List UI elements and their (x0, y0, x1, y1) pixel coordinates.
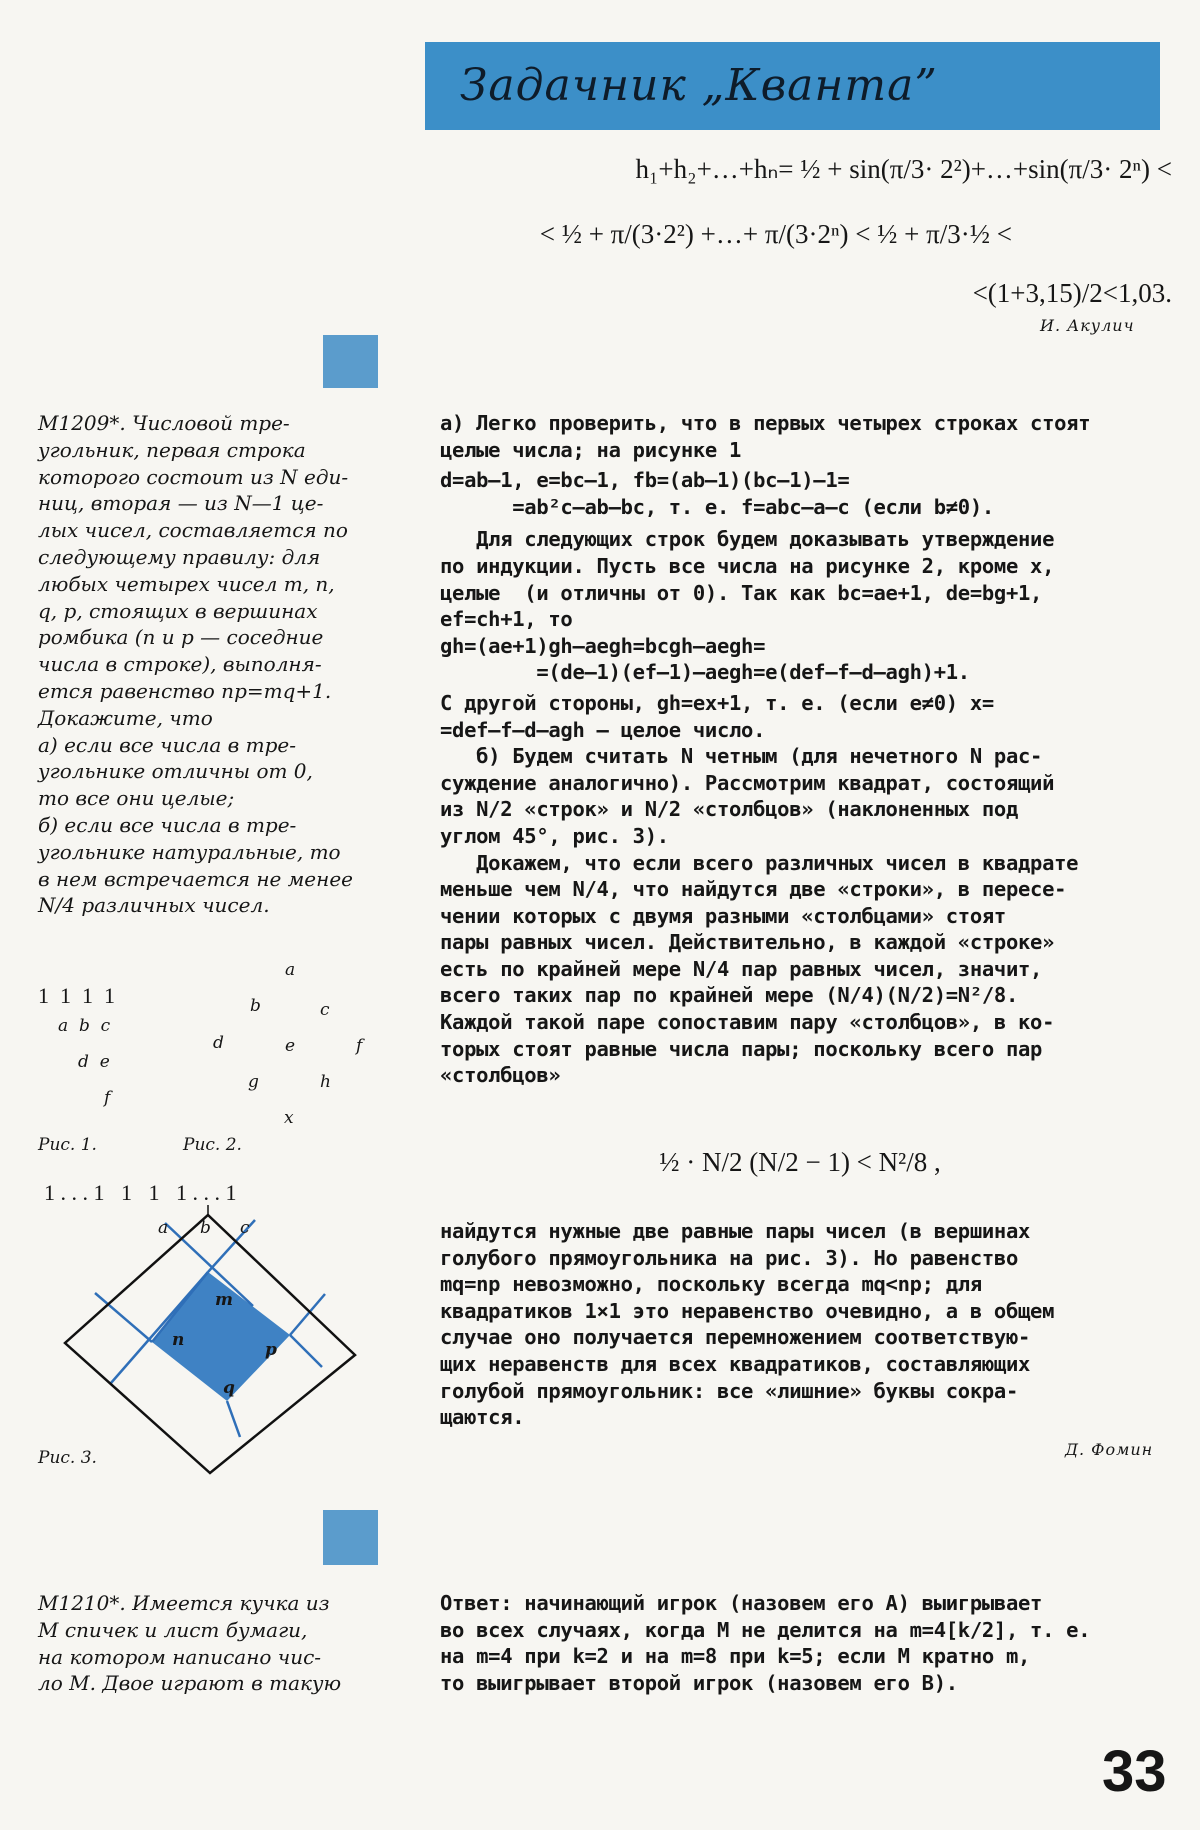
solution-line: целые числа; на рисунке 1 (440, 437, 742, 462)
answer-line: во всех случаях, когда M не делится на m=4[k/2], т. е. (440, 1617, 1091, 1642)
problem-line: в нем встречается не менее (38, 866, 353, 891)
fig2-label: a (285, 960, 296, 980)
fig3-label-q: q (223, 1378, 235, 1398)
problem-line: N/4 различных чисел. (38, 893, 270, 918)
accent-square (323, 335, 378, 388)
problem-line: ется равенство np=mq+1. (38, 678, 332, 703)
answer-line: то выигрывает второй игрок (назовем его B). (440, 1670, 958, 1695)
formula-line-2: < ½ + π/(3·2²) +…+ π/(3·2ⁿ) < ½ + π/3·½ < (539, 219, 1012, 249)
solution-line: С другой стороны, gh=ex+1, т. е. (если e≠0) x= (440, 690, 994, 715)
solution-line: всего таких пар по крайней мере (N/4)(N/2)=N²/8. (440, 983, 1019, 1008)
fig2-label: x (284, 1108, 294, 1128)
solution-line: случае оно получается перемножением соответствую- (440, 1325, 1031, 1350)
solution-line: =(de—1)(ef—1)—aegh=e(def—f—d—agh)+1. (440, 660, 970, 685)
problem-m1210 (38, 1590, 383, 1697)
accent-square (323, 1510, 378, 1565)
banner-title: Задачник „Кванта” (460, 60, 938, 111)
solution-line: голубого прямоугольника на рис. 3). Но равенство (440, 1245, 1019, 1270)
solution-line: щаются. (440, 1405, 525, 1430)
solution-line: gh=(ae+1)gh—aegh=bcgh—aegh= (440, 633, 766, 658)
solution-line: квадратиков 1×1 это неравенство очевидно, а в общем (440, 1298, 1055, 1323)
answer-line: на m=4 при k=2 и на m=8 при k=5; если M кратно m, (440, 1644, 1031, 1669)
fig3-label-n: n (172, 1330, 185, 1350)
solution-line: меньше чем N/4, что найдутся две «строки», в пересе- (440, 877, 1067, 902)
solution-line: голубой прямоугольник: все «лишние» буквы сокра- (440, 1378, 1019, 1403)
solution-line: пары равных чисел. Действительно, в каждой «строке» (440, 930, 1055, 955)
fig2-caption: Рис. 2. (183, 1135, 242, 1155)
signature-fomin: Д. Фомин (1065, 1440, 1154, 1459)
solution-line: =ab²c—ab—bc, т. е. f=abc—a—c (если b≠0). (440, 494, 994, 519)
problem-line: числа в строке), выполня- (38, 652, 322, 677)
fig2-label: h (320, 1072, 331, 1092)
solution-line: «столбцов» (440, 1063, 561, 1088)
fig3-top-row: 1 . . . 1 1 1 1 . . . 1 (44, 1180, 237, 1205)
problem-line: ниц, вторая — из N—1 це- (38, 491, 324, 516)
problem-m1209 (38, 410, 383, 919)
answer-line: Ответ: начинающий игрок (назовем его A) выигрывает (440, 1591, 1043, 1615)
solution-line: углом 45°, рис. 3). (440, 823, 669, 848)
problem-line: ло M. Двое играют в такую (38, 1671, 342, 1696)
solution-line: mq=np невозможно, поскольку всегда mq<np; для (440, 1272, 982, 1297)
solution-line: Докажем, что если всего различных чисел в квадрате (440, 850, 1079, 875)
inequality-formula: ½ · N/2 (N/2 − 1) < N²/8 , (659, 1147, 941, 1177)
fig3-label-m: m (215, 1290, 233, 1310)
fig1-row-ones: 1 1 1 1 (38, 983, 115, 1008)
fig1-row-de: d e (78, 1052, 110, 1072)
problem-line: следующему правилу: для (38, 544, 321, 569)
solution-line: Каждой такой паре сопоставим пару «столбцов», в ко- (440, 1010, 1055, 1035)
solution-line: есть по крайней мере N/4 пар равных чисел, значит, (440, 956, 1043, 981)
fig2-label: d (213, 1033, 224, 1053)
fig1-row-abc: a b c (58, 1016, 111, 1036)
problem-line: ромбика (n и p — соседние (38, 625, 324, 650)
problem-line: а) если все числа в тре- (38, 732, 297, 757)
signature-akulich: И. Акулич (1040, 316, 1135, 335)
solution-line: Для следующих строк будем доказывать утверждение (440, 527, 1055, 552)
fig2-label: f (356, 1036, 363, 1056)
problem-line: М1210*. Имеется кучка из (38, 1591, 330, 1615)
problem-line: M спичек и лист бумаги, (38, 1617, 308, 1642)
problem-line: угольнике натуральные, то (38, 839, 341, 864)
problem-line: q, p, стоящих в вершинах (38, 598, 318, 623)
problem-line: которого состоит из N еди- (38, 464, 349, 489)
fig1-row-f: f (104, 1088, 111, 1108)
problem-line: угольнике отличны от 0, (38, 759, 313, 784)
fig3-label-c: c (240, 1218, 250, 1238)
solution-m1209-continued (440, 1218, 1170, 1431)
solution-line: суждение аналогично). Рассмотрим квадрат, состоящий (440, 770, 1055, 795)
solution-line: найдутся нужные две равные пары чисел (в вершинах (440, 1219, 1031, 1243)
formula-line-1: h₁+h₂+…+hₙ= ½ + sin(π/3· 2²)+…+sin(π/3· 2ⁿ) < (635, 154, 1172, 184)
solution-line: d=ab—1, e=bc—1, fb=(ab—1)(bc—1)—1= (440, 468, 850, 493)
fig2-label: c (320, 1000, 330, 1020)
problem-line: на котором написано чис- (38, 1644, 322, 1669)
problem-line: М1209*. Числовой тре- (38, 411, 290, 435)
formula-line-3: <(1+3,15)/2<1,03. (972, 278, 1172, 308)
solution-m1209 (440, 410, 1170, 1089)
page-number: 33 (1102, 1739, 1167, 1804)
solution-line: б) Будем считать N четным (для нечетного N рас- (440, 744, 1043, 769)
problem-line: лых чисел, составляется по (38, 518, 348, 543)
solution-line: а) Легко проверить, что в первых четырех строках стоят (440, 411, 1091, 435)
answer-m1210 (440, 1590, 1170, 1696)
solution-line: щих неравенств для всех квадратиков, составляющих (440, 1351, 1031, 1376)
fig2-label: b (250, 996, 261, 1016)
fig3-diagram (55, 1205, 375, 1480)
fig3-caption: Рис. 3. (38, 1448, 97, 1468)
problem-line: любых четырех чисел m, n, (38, 571, 335, 596)
fig2-label: e (285, 1036, 296, 1056)
solution-line: =def—f—d—agh — целое число. (440, 717, 766, 742)
fig2-label: g (248, 1072, 259, 1092)
problem-line: угольник, первая строка (38, 437, 306, 462)
solution-line: торых стоят равные числа пары; поскольку всего пар (440, 1036, 1043, 1061)
problem-line: б) если все числа в тре- (38, 812, 297, 837)
fig3-label-b: b (200, 1218, 211, 1238)
solution-line: ef=ch+1, то (440, 607, 573, 632)
fig1-caption: Рис. 1. (38, 1135, 97, 1155)
problem-line: Докажите, что (38, 705, 213, 730)
formula-block (432, 138, 1172, 318)
solution-line: целые (и отличны от 0). Так как bc=ae+1, de=bg+1, (440, 580, 1043, 605)
solution-line: чении которых с двумя разными «столбцами» стоят (440, 903, 1006, 928)
solution-line: из N/2 «строк» и N/2 «столбцов» (наклоненных под (440, 797, 1019, 822)
fig3-label-p: p (265, 1340, 277, 1360)
problem-line: то все они целые; (38, 786, 235, 811)
fig3-label-a: a (158, 1218, 169, 1238)
solution-line: по индукции. Пусть все числа на рисунке 2, кроме x, (440, 553, 1055, 578)
